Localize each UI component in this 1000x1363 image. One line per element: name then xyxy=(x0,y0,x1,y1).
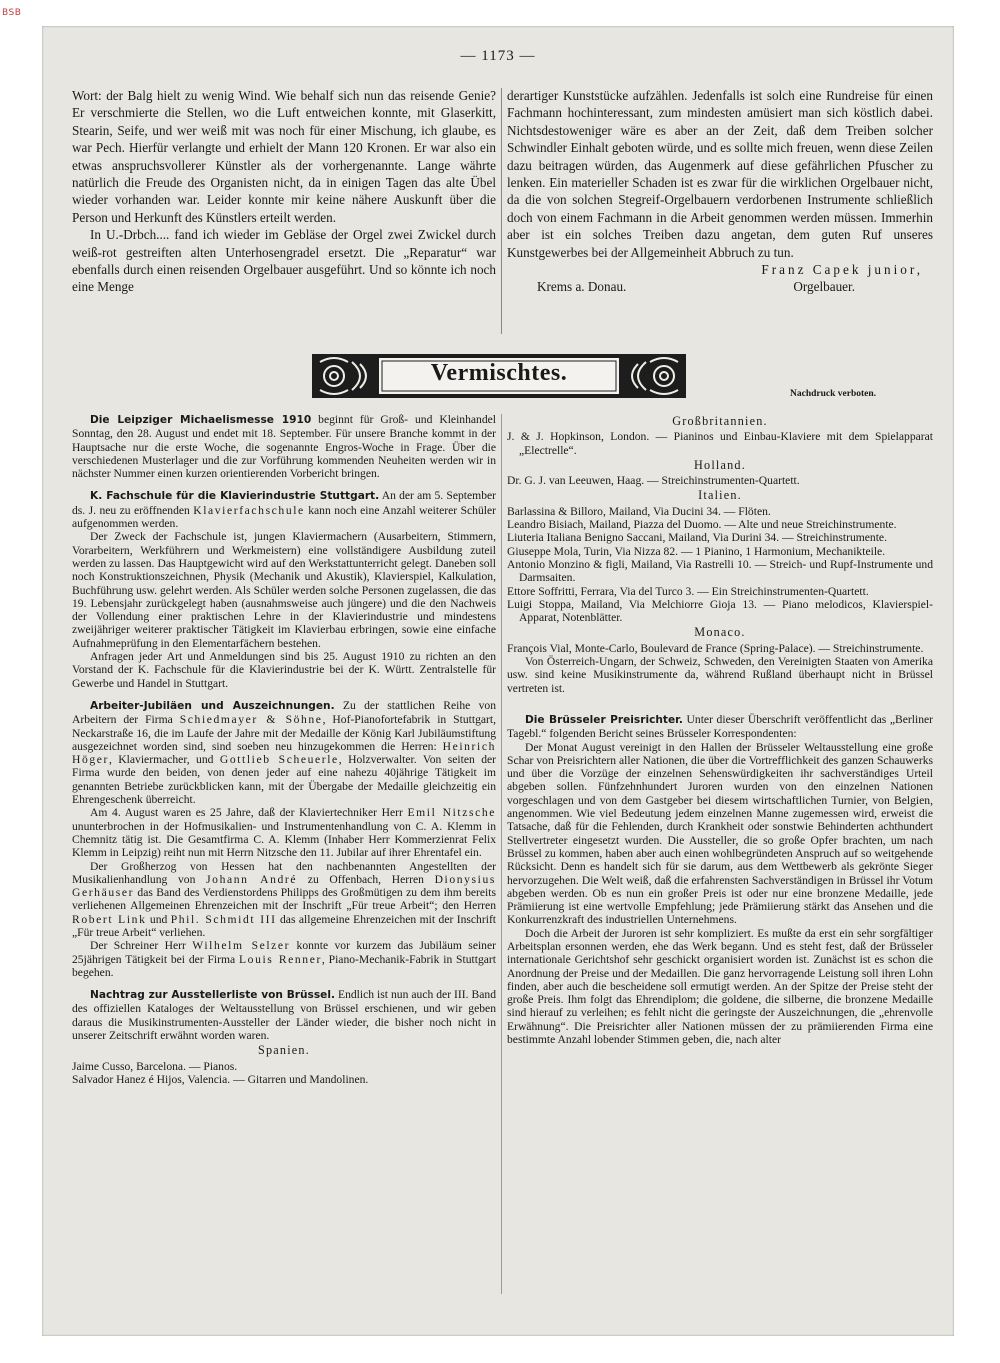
list-item: Leandro Bisiach, Mailand, Piazza del Duomo. — Alte und neue Streichinstrumente. xyxy=(507,518,897,532)
closing-paragraph: Von Österreich-Ungarn, der Schweiz, Schweden, den Vereinigten Staaten von Amerika usw. sind keine Musikinstrumente da, während Rußland überhaupt nicht in Brüssel vertreten ist. xyxy=(507,655,933,695)
spaced-jub-p3-4: Phil. Schmidt III xyxy=(170,912,277,926)
section-title: Vermischtes. xyxy=(430,360,568,386)
country-grossbritannien: Großbritannien. xyxy=(672,414,768,428)
top-left-column xyxy=(72,87,496,296)
jubilaeen-paragraph-3 xyxy=(72,860,496,940)
spaced-jub-2: Heinrich Höger xyxy=(72,739,496,767)
reprint-notice: Nachdruck verboten. xyxy=(790,389,877,399)
library-mark: BSB xyxy=(2,8,22,18)
page-number: — 1173 — xyxy=(460,48,536,64)
signature-name: Franz Capek junior, xyxy=(761,262,923,278)
article-fachschule xyxy=(72,489,496,530)
spaced-jub-p3-1: Johann André xyxy=(206,872,298,886)
section-banner xyxy=(312,352,686,402)
text-leipzig: beginnt für Groß- und Kleinhandel Sonntag, den 28. August und endet mit 18. September. Für unsere Branche kommt in der Hauptsache nur die erste Woche, die sogenannte Engros-Woche in Frage. Über die verschiedenen Musterlager und die zur Vorführung kommenden Neuheiten werden wir in nächster Nummer einen kurzen orientierenden Vorbericht bringen. xyxy=(72,413,496,481)
text-jub-1: Zu der stattlichen Reihe von Arbeitern der Firma xyxy=(72,698,496,727)
heading-nachtrag: Nachtrag zur Ausstellerliste von Brüssel. xyxy=(90,989,336,1002)
spaced-jub-1: Schiedmayer & Söhne xyxy=(179,713,323,727)
signature-line xyxy=(507,278,933,295)
list-item: Barlassina & Billoro, Mailand, Via Ducini 34. — Flöten. xyxy=(507,504,771,518)
jubilaeen-paragraph-2 xyxy=(72,806,496,859)
spaced-jub-3: Gottlieb Scheuerle xyxy=(219,753,339,767)
country-spanien: Spanien. xyxy=(258,1043,310,1058)
list-item: Salvador Hanez é Hijos, Valencia. — Gitarren und Mandolinen. xyxy=(72,1072,369,1086)
text-jub-p3-1: Der Großherzog von Hessen hat den nachbenannten Angestellten der Musikalienhandlung von xyxy=(72,859,496,886)
list-item: J. & J. Hopkinson, London. — Pianinos und Einbau-Klaviere mit dem Spielapparat „Electrelle“. xyxy=(507,430,933,457)
text-jub-4: , Holzverwalter. Von seiten der Firma wurde den beiden, von denen jeder auf eine nahezu 40jährige Tätigkeit im genannten Betriebe zurückblicken kann, mit der Übergabe der Medaille gleichzeitig ein Ehrengeschenk überreicht. xyxy=(72,753,497,807)
list-item: Antonio Monzino & figli, Mailand, Via Rastrelli 10. — Streich- und Rupf-Instrumente und Darmsaiten. xyxy=(507,557,933,585)
spaced-jub-p4-1: Wilhelm Selzer xyxy=(192,939,291,953)
text-fachschule-2: kann noch eine Anzahl weiterer Schüler aufgenommen werden. xyxy=(72,503,496,531)
list-item: Luigi Stoppa, Mailand, Via Melchiorre Gioja 13. — Piano melodicos, Klavierspiel-Apparat, Notenblätter. xyxy=(507,597,933,625)
signature-place: Krems a. Donau. xyxy=(537,279,627,295)
preisrichter-paragraph-2: Der Monat August vereinigt in den Hallen der Brüsseler Weltausstellung eine große Schar von Preisrichtern aller Nationen, die über die Vortrefflichkeit des ganzen Schauwerks und über die Vorzüge der einzelnen Sehenswürdigkeiten ihr sachverständiges Urteil abgeben sollen. Fünfzehnhundert Juroren wurden von den einzelnen Nationen vorgeschlagen und von dem Gastgeber bei diesem wirtschaftlichen Turnier, von Belgien, angenommen. Wie viel Bedeutung jedem einzelnen Manne zugemessen wird, erweist die Tatsache, daß für die Fehlenden, durch Krankheit oder sonstwie Behinderten achthundert Stellvertreter eingesetzt wurden. Die Aussteller, die so große Opfer brachten, um nach Brüssel zu kommen, haben aber auch einen wohlbegründeten Anspruch auf so weitgehende Rücksicht. Denn es handelt sich für sie darum, aus dem Wettbewerb als gekrönte Sieger hervorzugehen. Die Welt weiß, daß die erfahrensten Sachverständigen in Brüssel ihr Votum abgeben werden. Ob es nun ein großer Preis ist oder nur eine bronzene Medaille, jede Prämiierung ist eine wertvolle Empfehlung; jede Prämiierung stärkt das Ansehen und die Konkurrenzkraft des industriellen Unternehmens. xyxy=(507,740,933,927)
text-jub-p3-4: und xyxy=(146,912,171,926)
spaced-jub-p2: Emil Nitzsche xyxy=(407,806,496,820)
article-nachtrag xyxy=(72,988,496,1042)
bottom-left-column xyxy=(72,413,496,1086)
spaced-jub-p3-3: Robert Link xyxy=(72,912,147,926)
column-divider-top xyxy=(501,88,502,334)
heading-leipzig: Die Leipziger Michaelismesse 1910 xyxy=(90,414,312,426)
text-jub-p3-3: das Band des Verdienstordens Philipps des Großmütigen zu dem ihm bereits verliehenen Allgemeinen Ehrenzeichen mit der Inschrift „Für treue Arbeit“; den Herren xyxy=(72,886,496,913)
list-item: Liuteria Italiana Benigno Saccani, Mailand, Via Durini 34. — Streichinstrumente. xyxy=(507,531,887,545)
text-jub-p4-2: konnte vor kurzem das Jubiläum seiner 25jährigen Tätigkeit bei der Firma xyxy=(72,939,496,966)
country-monaco: Monaco. xyxy=(694,625,746,640)
article-jubilaeen xyxy=(72,699,496,806)
country-italien: Italien. xyxy=(698,488,742,503)
text-jub-p4-1: Der Schreiner Herr xyxy=(90,939,193,953)
preisrichter-paragraph-3: Doch die Arbeit der Juroren ist sehr kompliziert. Es mußte da erst ein sehr sorgfältiger Arbeitsplan ersonnen werden, ehe das Werk begann. Und es steht fest, daß der Brüsseler internationale Gerichtshof sehr geschickt organisiert worden ist. Zunächst ist es schon die Anordnung der Preise und der Medaillen. Die ganz hervorragende Leistung soll ihren Lohn finden, aber auch die bescheidene soll ermutigt werden. An der Spitze der Preise steht der große Preis. Ihm folgt das Ehrendiplom; die goldene, die silberne, die bronzene Medaille sind hierauf zu verleihen; es fehlt nicht die geringste der Auszeichnungen, die „ehrenvolle Erwähnung“. Die Preisrichter aller Nationen müssen der zu prämiierenden Firma eine bestimmte Anzahl lobender Stimmen geben, die, nach alter xyxy=(507,926,933,1047)
fachschule-paragraph-2: Der Zweck der Fachschule ist, jungen Klaviermachern (Ausarbeitern, Stimmern, Vorarbeitern, Werkführern und Werkmeistern) eine vollständigere Ausbildung zuteil werden zu lassen. Das Hauptgewicht wird auf den Werkstattunterricht gelegt. Daneben soll noch Konstruktionszeichnen, Physik (Mechanik und Akustik), Klavierspiel, Kalkulation, Buchführung usw. gelehrt werden. Als Schüler werden solche Personen zugelassen, die das 19. Lebensjahr zurückgelegt haben (ausnahmsweise auch jüngere) und die den Nachweis der Vollendung einer praktischen Lehre in der Klavierindustrie und mindestens zweijähriger weiterer praktischer Tätigkeit im Klavierbau erbringen, sowie eine einfache Aufnahmeprüfung in den Elementarfächern bestehen. xyxy=(72,530,496,650)
top-right-column xyxy=(507,87,933,296)
text-jub-p2-2: ununterbrochen in der Hofmusikalien- und Instrumentenhandlung von C. A. Klemm in Chemnitz tätig ist. Die Gesamtfirma C. A. Klemm (Inhaber Herr Kommerzienrat Felix Klemm in Leipzig) reiht nun mit Herrn Nitzsche den 11. Jubilar auf ihrer Ehrentafel ein. xyxy=(72,819,496,860)
text-jub-p3-5: das allgemeine Ehrenzeichen mit der Inschrift „Für treue Arbeit“ verliehen. xyxy=(72,912,497,939)
list-item: Dr. G. J. van Leeuwen, Haag. — Streichinstrumenten-Quartett. xyxy=(507,474,800,488)
text-jub-p2-1: Am 4. August waren es 25 Jahre, daß der Klaviertechniker Herr xyxy=(90,806,408,820)
heading-fachschule: K. Fachschule für die Klavierindustrie Stuttgart. xyxy=(90,490,380,503)
text-jub-p4-3: , Piano-Mechanik-Fabrik in Stuttgart begehen. xyxy=(72,952,496,979)
top-left-paragraph-2: In U.-Drbch.... fand ich wieder im Gebläse der Orgel zwei Zwickel durch weiß-rot gestreiften alten Unterhosengradel ersetzt. Die „Reparatur“ war ebenfalls durch einen reisenden Orgelbauer ausgeführt. Und so könnte ich noch eine Menge xyxy=(72,227,496,295)
spaced-fachschule: Klavierfachschule xyxy=(193,503,305,517)
text-jub-p3-2: zu Offenbach, Herren xyxy=(297,872,435,886)
text-jub-2: , Hof-Pianofortefabrik in Stuttgart, Neckarstraße 16, die im Laufe der Jahre mit der Medaille der König Karl Jubiläumstiftung ausgezeichnet worden sind, sind soeben neu hinzugekommen die Herren: xyxy=(72,713,496,753)
list-item: François Vial, Monte-Carlo, Boulevard de France (Spring-Palace). — Streichinstrumente. xyxy=(507,641,924,655)
bottom-right-column xyxy=(507,413,933,1046)
spaced-jub-p3-2: Dionysius Gerhäuser xyxy=(72,872,496,900)
article-preisrichter xyxy=(507,713,933,741)
signature-role: Orgelbauer. xyxy=(793,279,855,295)
list-item: Ettore Soffritti, Ferrara, Via del Turco 3. — Ein Streichinstrumenten-Quartett. xyxy=(507,584,869,598)
jubilaeen-paragraph-4 xyxy=(72,939,496,979)
text-preisrichter: Unter dieser Überschrift veröffentlicht das „Berliner Tagebl.“ folgenden Bericht seines Brüsseler Korrespondenten: xyxy=(507,712,933,741)
top-left-paragraph-1: Wort: der Balg hielt zu wenig Wind. Wie behalf sich nun das reisende Genie? Er verschmierte die Stellen, wo die Luft entweichen konnte, mit Glaserkitt, Stearin, Seife, und wer weiß mit was noch für einer Mischung, ich glaube, es war Pech. Hierfür verlangte und erhielt der Mann 120 Kronen. Er war also ein etwas anspruchsvollerer Künstler als der vorhergenannte. Lange währte natürlich die Freude des Organisten nicht, da in einigen Tagen das alte Übel wieder vorhanden war. Leider konnte mir keine nähere Auskunft über die Person und Herkunft des Künstlers erteilt werden. xyxy=(72,88,496,225)
text-fachschule-1: An der am 5. September ds. J. neu zu eröffnenden xyxy=(72,489,496,517)
list-item: Giuseppe Mola, Turin, Via Nizza 82. — 1 Pianino, 1 Harmonium, Mechanikteile. xyxy=(507,544,886,558)
text-jub-3: , Klaviermacher, und xyxy=(108,753,220,767)
heading-jubilaeen: Arbeiter-Jubiläen und Auszeichnungen. xyxy=(90,699,335,712)
spaced-jub-p4-2: Louis Renner xyxy=(239,952,322,966)
list-item: Jaime Cusso, Barcelona. — Pianos. xyxy=(72,1059,238,1073)
heading-preisrichter: Die Brüsseler Preisrichter. xyxy=(525,713,683,726)
text-nachtrag: Endlich ist nun auch der III. Band des offiziellen Kataloges der Weltausstellung von Brüssel erschienen, und wir geben daraus die Musikinstrumenten-Aussteller der Länder wieder, die bisher noch nicht in unserer Zeitschrift erwähnt worden waren. xyxy=(72,988,496,1043)
country-holland: Holland. xyxy=(694,457,746,472)
fachschule-paragraph-3: Anfragen jeder Art und Anmeldungen sind bis 25. August 1910 zu richten an den Vorstand der K. Fachschule für die Klavierindustrie bei der K. Württ. Zentralstelle für Gewerbe und Handel in Stuttgart. xyxy=(72,650,496,690)
top-right-paragraph: derartiger Kunststücke aufzählen. Jedenfalls ist solch eine Rundreise für einen Fachmann hochinteressant, zum mindesten amüsiert man sich köstlich dabei. Nichtsdestoweniger wäre es aber an der Zeit, daß dem Treiben solcher Schwindler Einhalt geboten würde, und es sollte mich freuen, wenn diese Zeilen dazu beitragen würden, das Augenmerk auf diese gefährlichen Pfuscher zu lenken. Ein materieller Schaden ist es zwar für die wirklichen Orgelbauer nicht, da die von solchen Stegreif-Orgelbauern verdorbenen Instrumente schließlich doch von einem Fachmann in die Arbeit genommen werden müssen. Immerhin aber ist ein solches Treiben dazu angetan, dem guten Ruf unseres Kunstgewerbes bei der Allgemeinheit Abbruch zu tun. xyxy=(507,88,933,260)
article-leipzig xyxy=(72,413,496,480)
column-divider-bottom xyxy=(501,414,502,1294)
